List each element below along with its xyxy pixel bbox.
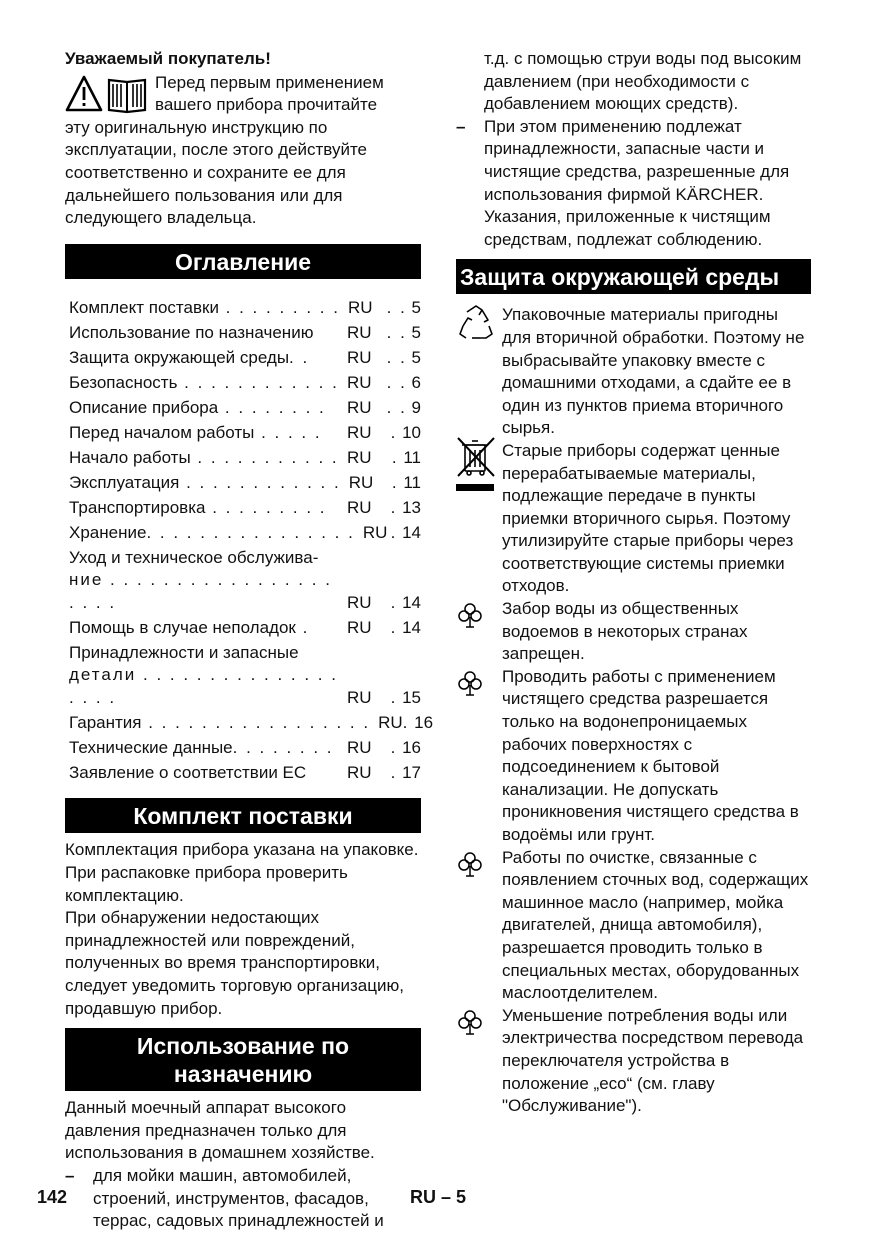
section-page-label: RU – 5 bbox=[410, 1187, 467, 1207]
toc-page-dots: . bbox=[390, 522, 398, 542]
toc-entry-title: Перед началом работы bbox=[69, 422, 255, 442]
toc-entry-title: Хранение bbox=[69, 522, 147, 542]
toc-entry-page: 14 bbox=[402, 592, 421, 612]
delivery-paragraph-1: Комплектация прибора указана на упаковке. При распаковке прибора проверить комплектацию. bbox=[65, 840, 419, 905]
usage-list-item-2-text: При этом применению подлежат принадлежности, запасные части и чистящие средства, разрешенные для использования фирмой KÄRCHER. Указания, приложенные к чистящим средствам, подлежат соблюдению. bbox=[484, 116, 790, 249]
toc-entry-lang: RU bbox=[347, 447, 372, 467]
toc-entry-page: 13 bbox=[402, 497, 421, 517]
toc-page-dots: . bbox=[390, 422, 398, 442]
toc-entry-lang: RU bbox=[347, 497, 372, 517]
toc-entry[interactable] bbox=[69, 322, 421, 345]
toc-page-dots: . bbox=[390, 687, 398, 707]
environment-hint-icon bbox=[456, 850, 484, 885]
toc-entry-dots: . . . . . bbox=[254, 422, 322, 442]
toc-page-dots: . bbox=[390, 592, 398, 612]
toc-entry-dots: . . bbox=[289, 347, 310, 367]
recycle-icon bbox=[456, 304, 496, 351]
environment-hint-icon bbox=[456, 601, 484, 636]
dash-bullet: – bbox=[65, 1166, 75, 1186]
environment-item-text: Забор воды из общественных водоемов в некоторых странах запрещен. bbox=[502, 599, 748, 664]
warning-manual-icon bbox=[65, 74, 147, 116]
toc-entry-dots: . . . . . . . . . . . . . . . . . bbox=[141, 712, 371, 732]
toc-entry-dots: . . . . . . . . . . . . bbox=[177, 372, 339, 392]
toc-entry-dots: . . . . . . . . . . . bbox=[190, 447, 339, 467]
toc-entry-title-line2: детали . . . . . . . . . . . . . . . . . . . bbox=[69, 665, 338, 707]
toc-entry-page: 14 bbox=[402, 617, 421, 637]
toc-entry-title-line1: Принадлежности и запасные bbox=[69, 642, 299, 662]
toc-entry[interactable] bbox=[69, 372, 421, 395]
toc-entry-lang: RU bbox=[347, 347, 372, 367]
toc-page-dots: . bbox=[391, 447, 399, 467]
toc-entry-title: Транспортировка bbox=[69, 497, 206, 517]
environment-item bbox=[456, 304, 811, 440]
left-column bbox=[65, 48, 434, 1233]
toc-entry-title: Начало работы bbox=[69, 447, 191, 467]
toc-entry-lang: RU bbox=[347, 397, 372, 417]
toc-entry[interactable] bbox=[69, 762, 421, 785]
usage-heading-line2: назначению bbox=[173, 1061, 313, 1088]
environment-heading: Защита окружающей среды bbox=[456, 259, 811, 294]
warning-line-2: вашего прибора прочитайте bbox=[155, 95, 378, 115]
toc-entry-accessories[interactable] bbox=[69, 642, 421, 710]
warning-block bbox=[65, 72, 421, 117]
usage-heading-line1: Использование по bbox=[136, 1033, 350, 1060]
environment-item-text: Уменьшение потребления воды или электричества посредством перевода переключателя устройства в положение „eco“ (см. главу "Обслуживание"). bbox=[502, 1005, 804, 1116]
greeting: Уважаемый покупатель! bbox=[65, 49, 271, 68]
environment-hint-icon bbox=[456, 1008, 484, 1043]
usage-list-item-1 bbox=[65, 1165, 421, 1233]
toc-entry-title: Комплект поставки bbox=[69, 297, 219, 317]
usage-list-item-1-cont-text: т.д. с помощью струи воды под высоким давлением (при необходимости с добавлением моющих средств). bbox=[484, 49, 802, 114]
toc-entry-lang: RU bbox=[347, 422, 372, 442]
toc-entry-maintenance[interactable] bbox=[69, 547, 421, 615]
environment-item bbox=[456, 598, 811, 666]
toc-entry-title: Использование по назначению bbox=[69, 322, 314, 342]
toc-entry-dots: . . . . . . . . . bbox=[205, 497, 327, 517]
toc-entry[interactable] bbox=[69, 737, 421, 760]
toc-page-dots: . . bbox=[386, 297, 407, 317]
toc-entry[interactable] bbox=[69, 347, 421, 370]
environment-item-text: Упаковочные материалы пригодны для вторичной обработки. Поэтому не выбрасывайте упаковку вместе с домашними отходами, а сдайте ее в один из пунктов приема вторичного сырья. bbox=[502, 305, 805, 438]
toc-entry-title: Технические данные bbox=[69, 737, 233, 757]
toc-page-dots: . bbox=[390, 497, 398, 517]
toc-page-dots: . bbox=[390, 617, 398, 637]
toc-entry-title: Защита окружающей среды bbox=[69, 347, 290, 367]
page-number: 142 bbox=[37, 1187, 68, 1207]
toc-page-dots: . . bbox=[386, 347, 407, 367]
toc-entry-lang: RU bbox=[347, 687, 372, 707]
intro-text: эту оригинальную инструкцию по эксплуатации, после этого действуйте соответственно и сохраните ее для дальнейшего пользования или для следующего владельца. bbox=[65, 117, 368, 228]
toc-page-dots: . . bbox=[386, 322, 407, 342]
toc-entry[interactable] bbox=[69, 397, 421, 420]
toc-entry-page: 15 bbox=[402, 687, 421, 707]
table-of-contents bbox=[69, 297, 434, 785]
toc-entry-page: 5 bbox=[411, 322, 421, 342]
toc-entry-page: 17 bbox=[402, 762, 421, 782]
environment-item-text: Проводить работы с применением чистящего средства разрешается только на водонепроницаемых рабочих поверхностях с подсоединением к бытовой канализации. Не допускать проникновения чистящего средства в водоёмы или грунт. bbox=[502, 666, 799, 844]
toc-entry-lang: RU bbox=[347, 322, 372, 342]
usage-paragraph: Данный моечный аппарат высокого давления предназначен только для использования в домашнем хозяйстве. bbox=[65, 1098, 375, 1163]
right-column bbox=[456, 48, 811, 1118]
toc-entry-lang: RU bbox=[347, 762, 372, 782]
warning-line-1: Перед первым применением bbox=[155, 72, 384, 92]
toc-entry-title: Помощь в случае неполадок bbox=[69, 617, 296, 637]
toc-entry-lang: RU bbox=[347, 297, 373, 317]
toc-entry-dots: . . . . . . . . bbox=[232, 737, 334, 757]
toc-entry-dots: . . . . . . . . bbox=[218, 397, 326, 417]
environment-item bbox=[456, 1005, 811, 1118]
delivery-heading: Комплект поставки bbox=[65, 798, 421, 833]
toc-entry-title: Описание прибора bbox=[69, 397, 219, 417]
toc-entry[interactable] bbox=[69, 297, 421, 320]
environment-item bbox=[456, 847, 811, 1005]
toc-entry-page: 11 bbox=[403, 472, 421, 492]
toc-page-dots: . bbox=[390, 737, 398, 757]
toc-entry-lang: RU bbox=[378, 712, 403, 732]
toc-entry-title-line2: ние . . . . . . . . . . . . . . . . . . . . . bbox=[69, 570, 332, 612]
toc-page-dots: . bbox=[391, 472, 399, 492]
usage-list-item-1-continued bbox=[456, 48, 811, 116]
environment-item-text: Старые приборы содержат ценные перерабатываемые материалы, подлежащие передаче в пункты приемки вторичного сырья. Поэтому утилизируйте старые приборы через соответствующие системы приемки отходов. bbox=[502, 440, 794, 596]
delivery-paragraph-2: При обнаружении недостающих принадлежностей или повреждений, полученных во время транспортировки, следует уведомить торговую организацию, продавшую прибор. bbox=[65, 908, 404, 1018]
environment-hint-icon bbox=[456, 669, 484, 704]
dash-bullet: – bbox=[456, 116, 466, 136]
toc-entry-title: Гарантия bbox=[69, 712, 142, 732]
toc-entry-page: 5 bbox=[411, 297, 421, 317]
toc-entry[interactable] bbox=[69, 522, 421, 545]
toc-entry[interactable] bbox=[69, 712, 434, 735]
toc-entry-lang: RU bbox=[347, 592, 372, 612]
toc-entry-lang: RU bbox=[347, 737, 372, 757]
toc-entry-dots: . . . . . . . . . . . . . . . . bbox=[146, 522, 355, 542]
toc-entry-title: Безопасность bbox=[69, 372, 178, 392]
environment-item bbox=[456, 440, 811, 598]
toc-entry-title: Эксплуатация bbox=[69, 472, 180, 492]
crossed-bin-icon bbox=[456, 436, 496, 505]
toc-entry-lang: RU bbox=[347, 617, 372, 637]
toc-entry-page: 6 bbox=[411, 372, 421, 392]
toc-entry-dots: . . . . . . . . . bbox=[218, 297, 340, 317]
usage-list-item-2 bbox=[456, 116, 811, 252]
toc-entry-title: Заявление о соответствии ЕС bbox=[69, 762, 307, 782]
toc-entry-lang: RU bbox=[347, 372, 372, 392]
toc-entry-dots: . . . . . . . . . . . . bbox=[179, 472, 341, 492]
toc-entry[interactable] bbox=[69, 422, 421, 445]
toc-entry-page: 16 bbox=[414, 712, 434, 732]
usage-list-item-1-text: для мойки машин, автомобилей, строений, инструментов, фасадов, террас, садовых принадлежностей и bbox=[93, 1166, 384, 1231]
toc-entry[interactable] bbox=[69, 447, 421, 470]
toc-entry-page: 14 bbox=[402, 522, 421, 542]
toc-entry-page: 16 bbox=[402, 737, 421, 757]
environment-item bbox=[456, 666, 811, 847]
toc-entry-lang: RU bbox=[362, 522, 388, 542]
toc-page-dots: . . bbox=[386, 372, 407, 392]
toc-entry-page: 10 bbox=[402, 422, 421, 442]
environment-item-text: Работы по очистке, связанные с появлением сточных вод, содержащих машинное масло (например, мойка двигателей, днища автомобиля), разрешается проводить только в специальных местах, оборудованных маслоотделителем. bbox=[502, 847, 809, 1003]
toc-entry-lang: RU bbox=[348, 472, 374, 492]
toc-page-dots: . bbox=[402, 712, 410, 732]
toc-page-dots: . . bbox=[386, 397, 407, 417]
toc-heading: Оглавление bbox=[65, 244, 421, 279]
toc-entry-page: 9 bbox=[411, 397, 421, 417]
usage-heading bbox=[65, 1028, 421, 1091]
toc-entry-page: 5 bbox=[411, 347, 421, 367]
toc-entry-page: 11 bbox=[403, 447, 421, 467]
toc-entry[interactable] bbox=[69, 497, 421, 520]
toc-entry[interactable] bbox=[69, 472, 421, 495]
toc-entry-dots: . bbox=[295, 617, 310, 637]
toc-entry-troubleshooting[interactable] bbox=[69, 617, 421, 640]
toc-entry-title-line1: Уход и техническое обслужива- bbox=[69, 547, 319, 567]
toc-page-dots: . bbox=[390, 762, 398, 782]
